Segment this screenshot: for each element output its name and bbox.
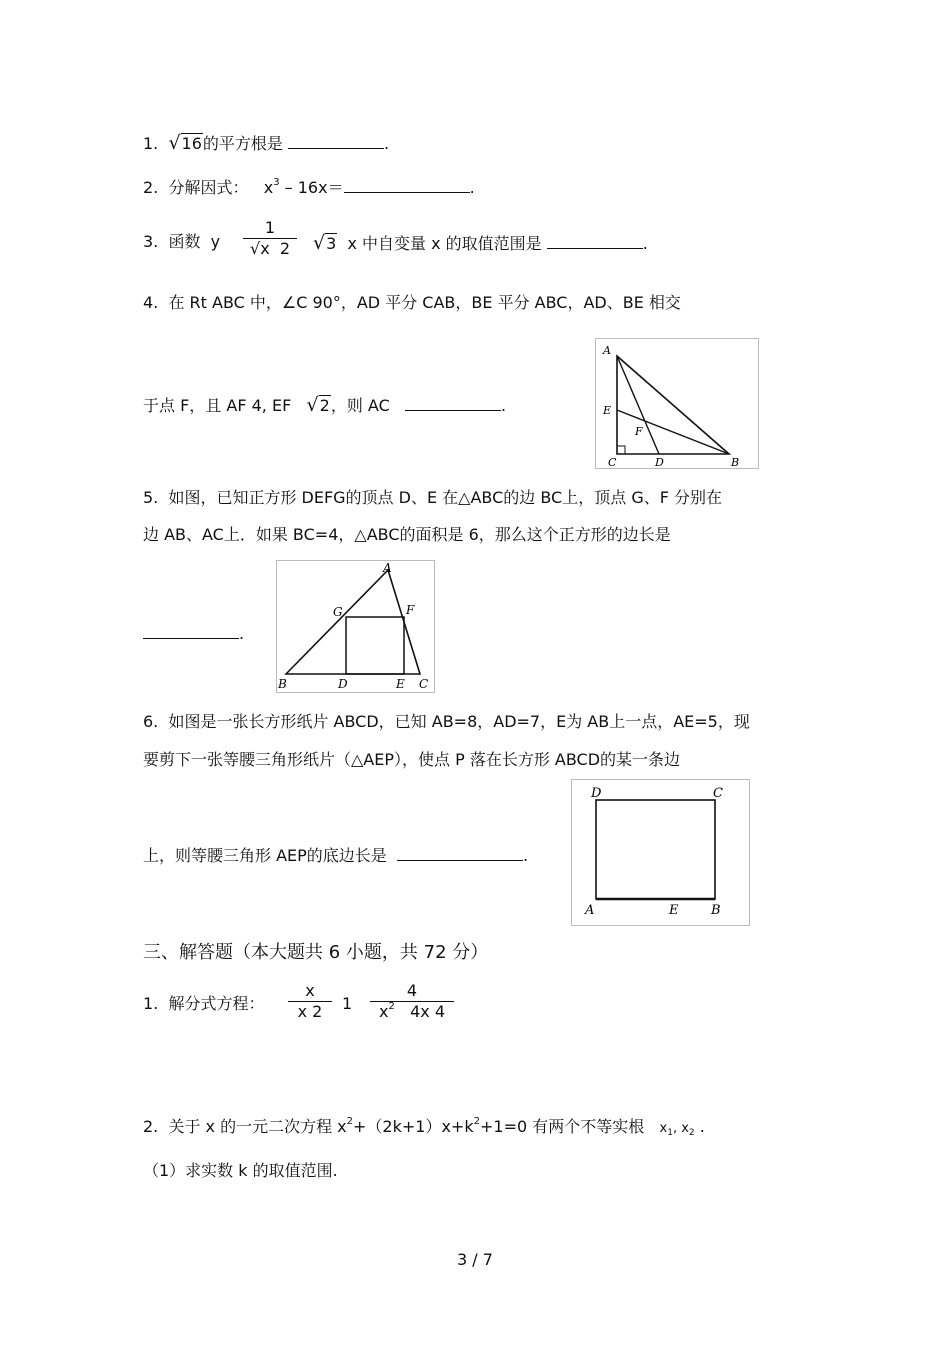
- question-6-line-1: 6. 如图是一张长方形纸片 ABCD，已知 AB=8，AD=7，E为 AB上一点，AE=5，现: [143, 712, 750, 731]
- page-number: 3 / 7: [457, 1250, 493, 1269]
- question-number: 2.: [143, 178, 159, 197]
- sqrt-2: √2: [306, 394, 330, 416]
- problem-1: [143, 993, 264, 1015]
- question-number: 4.: [143, 293, 159, 312]
- problem-2: 2. 关于 x 的一元二次方程 $x^2+(2k+1)x+k^2+1=0$ 有两个不等实根 $x_1$, $x_2$ .: [143, 1116, 705, 1138]
- fraction-1-over-sqrt: 1 √x 2: [243, 218, 297, 259]
- label-E: E: [396, 677, 405, 691]
- sqrt-3-minus-x: √3: [313, 232, 337, 254]
- question-6-line-2: 要剪下一张等腰三角形纸片（△AEP），使点 P 落在长方形 ABCD的某一条边: [143, 750, 681, 769]
- question-6-line-3: 上，则等腰三角形 AEP的底边长是 .: [143, 843, 528, 867]
- label-D: D: [655, 456, 664, 469]
- label-E: E: [603, 404, 612, 417]
- question-label: 分解因式：: [168, 178, 249, 197]
- question-3: 3. 函数 y: [143, 232, 221, 251]
- figure-right-triangle: [595, 338, 760, 470]
- sqrt-16: √16: [168, 132, 202, 154]
- label-A: A: [603, 344, 611, 357]
- question-3-tail: √3 x 中自变量 x 的取值范围是 .: [313, 232, 648, 254]
- question-number: 1.: [143, 134, 159, 153]
- label-A: A: [383, 561, 392, 575]
- label-C: C: [419, 677, 429, 691]
- question-label: 函数: [168, 232, 201, 251]
- question-number: 6.: [143, 712, 159, 731]
- fraction-4-over-quadratic: 4 $x^2$ 4x 4: [370, 981, 454, 1025]
- question-number: 2.: [143, 1117, 159, 1136]
- question-4-line-1: 4. 在 Rt ABC 中，∠C 90°，AD 平分 CAB，BE 平分 ABC，AD、BE 相交: [143, 293, 681, 312]
- equation-one: 1: [342, 994, 353, 1013]
- section-3-heading: 三、解答题（本大题共 6 小题，共 72 分）: [143, 942, 489, 963]
- label-D: D: [338, 677, 348, 691]
- question-number: 5.: [143, 488, 159, 507]
- question-number: 3.: [143, 232, 159, 251]
- label-E: E: [669, 903, 679, 918]
- label-A: A: [585, 903, 595, 918]
- label-G: G: [333, 605, 343, 619]
- question-5-line-2: 边 AB、AC上．如果 BC=4，△ABC的面积是 6，那么这个正方形的边长是: [143, 525, 671, 544]
- label-F: F: [635, 425, 643, 438]
- label-B: B: [731, 456, 740, 469]
- figure-inscribed-square: [276, 560, 436, 694]
- question-4-line-2: 于点 F，且 AF 4, EF √2，则 AC .: [143, 394, 507, 416]
- fraction-x-over-x-minus-2: x x 2: [288, 981, 332, 1022]
- figure-rectangle: [571, 779, 751, 927]
- label-C: C: [713, 786, 723, 801]
- label-D: D: [591, 786, 602, 801]
- problem-2-subquestion-1: （1）求实数 k 的取值范围.: [143, 1161, 338, 1180]
- problem-label: 解分式方程：: [168, 994, 265, 1013]
- label-B: B: [278, 677, 287, 691]
- answer-blank[interactable]: [143, 621, 239, 639]
- question-1: 1. √16的平方根是 .: [143, 132, 390, 154]
- question-5-answer: .: [143, 621, 244, 645]
- answer-blank[interactable]: [288, 131, 384, 149]
- question-text: 的平方根是: [202, 134, 283, 153]
- answer-blank[interactable]: [397, 843, 523, 861]
- label-B: B: [711, 903, 721, 918]
- question-5-line-1: 5. 如图，已知正方形 DEFG的顶点 D、E 在△ABC的边 BC上，顶点 G、F 分别在: [143, 488, 723, 507]
- question-number: 1.: [143, 994, 159, 1013]
- label-F: F: [406, 603, 415, 617]
- answer-blank[interactable]: [547, 231, 643, 249]
- answer-blank[interactable]: [405, 393, 501, 411]
- answer-blank[interactable]: [344, 175, 470, 193]
- question-2: 2. 分解因式： $x^3 - 16x=$ .: [143, 177, 475, 197]
- roots: $x_1$, $x_2$: [659, 1121, 695, 1138]
- label-C: C: [608, 456, 617, 469]
